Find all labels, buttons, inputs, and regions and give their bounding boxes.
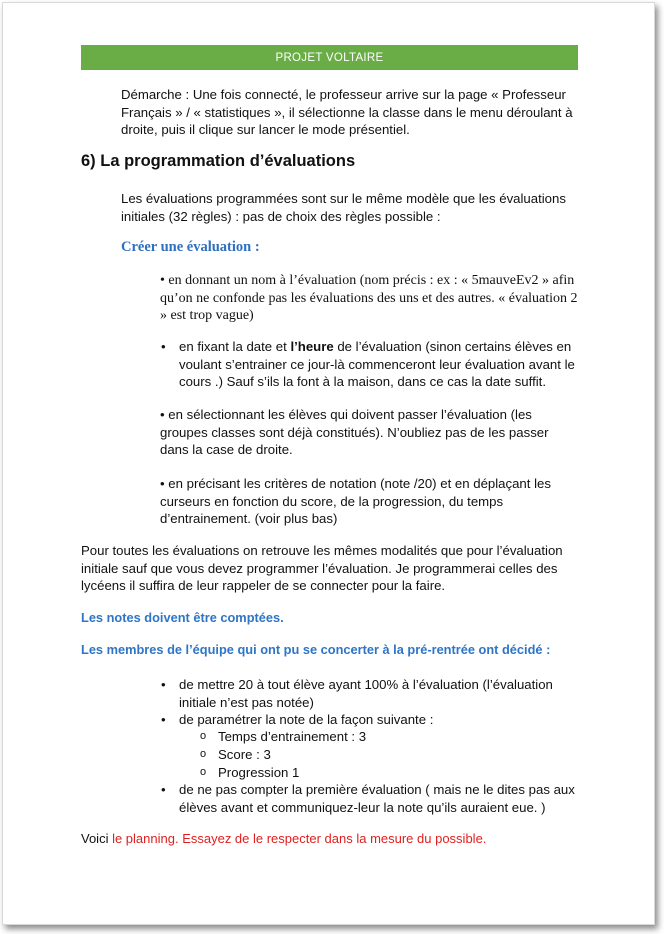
team-heading: Les membres de l’équipe qui ont pu se concerter à la pré-rentrée ont décidé : <box>81 642 551 657</box>
planning-link[interactable]: le planning. Essayez de le respecter dans la mesure du possible. <box>112 831 487 846</box>
decision-item-2: • de paramétrer la note de la façon suivante : <box>161 712 434 727</box>
circle-bullet-icon: o <box>200 730 207 742</box>
section-paragraph: Les évaluations programmées sont sur le même modèle que les évaluations initiales (32 règles) : pas de choix des règles possible : <box>121 191 566 224</box>
notes-heading: Les notes doivent être comptées. <box>81 610 284 625</box>
sub-item-1: o Temps d’entrainement : 3 <box>200 729 367 744</box>
sub-item-2: o Score : 3 <box>200 747 271 762</box>
decision-item-1: • de mettre 20 à tout élève ayant 100% à l’évaluation (l’évaluation initiale n’est pas notée) <box>161 677 553 710</box>
section-title: 6) La programmation d’évaluations <box>81 152 356 170</box>
bullet-icon: • <box>161 782 166 797</box>
bullet-item-date: • en fixant la date et l’heure de l’évaluation (sinon certains élèves en voulant s’entrainer ce jour-là commenceront leur évaluation avant le cours .) Sauf s’ils la font à la maison, dans ce cas la date suffit. <box>161 339 575 390</box>
bullet-item-name: • en donnant un nom à l’évaluation (nom précis : ex : « 5mauveEv2 » afin qu’on ne confonde pas les évaluations des uns et des autres. « évaluation 2 » est trop vague) <box>160 273 578 324</box>
bullet-icon: • <box>161 712 166 727</box>
bullet-icon: • <box>160 407 169 422</box>
bullet-item-criteria: • en précisant les critères de notation (note /20) et en déplaçant les curseurs en fonction du score, de la progression, du temps d’entrainement. (voir plus bas) <box>160 476 551 527</box>
bullet-icon: • <box>161 339 166 354</box>
circle-bullet-icon: o <box>200 766 207 778</box>
bullet-icon: • <box>160 476 169 491</box>
sub-item-3: o Progression 1 <box>200 765 300 780</box>
circle-bullet-icon: o <box>200 748 207 760</box>
section-subtitle: Créer une évaluation : <box>121 239 260 255</box>
intro-paragraph: Démarche : Une fois connecté, le professeur arrive sur la page « Professeur Français » / « statistiques », il sélectionne la classe dans le menu déroulant à droite, puis il clique sur lancer le mode présentiel. <box>121 87 573 138</box>
header-title: PROJET VOLTAIRE <box>275 51 384 64</box>
bullet-item-students: • en sélectionnant les élèves qui doivent passer l’évaluation (les groupes classes sont déjà constitués). N’oubliez pas de les passer dans la case de droite. <box>160 407 549 458</box>
footer-line: Voici le planning. Essayez de le respecter dans la mesure du possible. <box>81 831 487 846</box>
bullet-icon: • <box>160 273 169 288</box>
bullet-icon: • <box>161 677 166 692</box>
modalities-paragraph: Pour toutes les évaluations on retrouve les mêmes modalités que pour l’évaluation initiale sauf que vous devez programmer l’évaluation. Je programmerai celles des lycéens il suffira de leur rappeler de se connecter pour la faire. <box>81 543 563 594</box>
header-band <box>81 45 578 70</box>
decision-item-3: • de ne pas compter la première évaluation ( mais ne le dites pas aux élèves avant et communiquez-leur la note qu’ils auraient eue. ) <box>161 782 575 815</box>
